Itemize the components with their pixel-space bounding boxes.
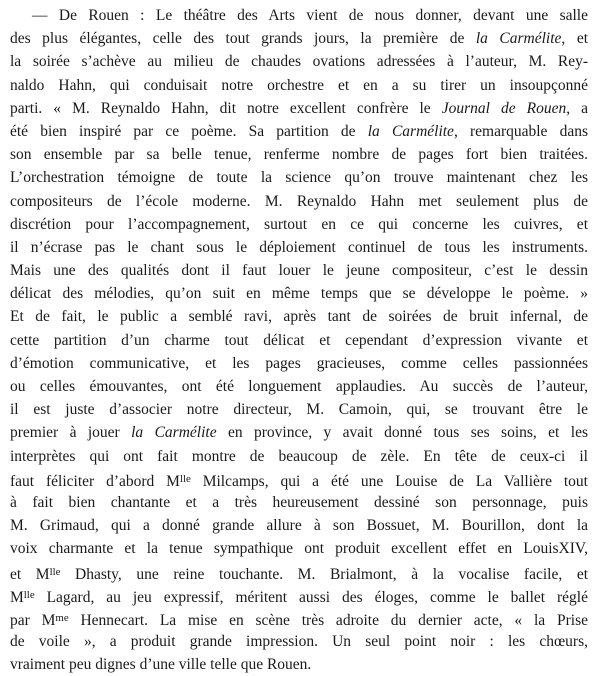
text-run: d’émotion communicative, et les pages gracieuses, comme celles passionnées xyxy=(10,354,588,372)
text-run: Dhasty, une reine touchante. M. Brialmont, à la vocalise facile, et xyxy=(60,565,588,583)
italic-title: la Carmélite xyxy=(475,30,562,48)
text-run: , a xyxy=(566,99,588,117)
text-line xyxy=(10,514,588,537)
text-run: interprètes qui ont fait montre de beaucoup de zèle. En tête de ceux-ci il xyxy=(10,447,588,465)
text-line xyxy=(10,50,588,73)
text-run: discrétion pour l’accompagnement, surtout en ce qui concerne les cuivres, et xyxy=(10,215,588,233)
italic-title: Journal de Rouen xyxy=(441,99,567,117)
superscript-abbrev: lle xyxy=(49,565,61,578)
text-run: des plus élégantes, celle des tout grands jours, la première de xyxy=(10,30,476,48)
text-run: il est juste d’associer notre directeur, M. Camoin, qui, se trouvant être le xyxy=(10,401,588,419)
text-run: Lagard, au jeu expressif, méritent aussi des éloges, comme le ballet réglé xyxy=(34,588,588,606)
text-line xyxy=(10,352,588,375)
text-line xyxy=(10,329,588,352)
text-line xyxy=(10,27,588,50)
text-run: été bien inspiré par ce poème. Sa partition de xyxy=(10,122,368,140)
text-run: en province, y avait donné tous ses soins, et les xyxy=(216,424,588,442)
text-run: naldo Hahn, qui conduisait notre orchestre et en a su tirer un insoupçonné xyxy=(10,76,588,94)
text-line xyxy=(10,375,588,398)
text-run: L’orchestration témoigne de toute la science qu’on trouve maintenant chez les xyxy=(10,169,588,187)
text-line xyxy=(10,74,588,97)
text-line xyxy=(10,282,588,305)
text-line xyxy=(10,4,588,27)
superscript-abbrev: lle xyxy=(179,472,191,485)
text-line xyxy=(10,653,588,676)
text-run: par M xyxy=(10,611,56,629)
superscript-abbrev: me xyxy=(55,611,69,624)
text-line xyxy=(10,97,588,120)
text-run: son ensemble par sa belle tenue, renferme nombre de pages fort bien traitées. xyxy=(10,146,588,164)
text-line xyxy=(10,537,588,560)
text-run: et M xyxy=(10,565,50,583)
italic-title: la Carmélite xyxy=(131,424,217,442)
text-line xyxy=(10,166,588,189)
text-run: parti. « M. Reynaldo Hahn, dit notre excellent confrère le xyxy=(10,99,442,117)
text-run: délicat des mélodies, qu’on suit en même temps que se développe le poème. » xyxy=(10,285,588,303)
text-run: à fait bien chantante et a très heureusement dessiné son personnage, puis xyxy=(10,493,588,511)
text-run: vraiment peu dignes d’une ville telle que Rouen. xyxy=(10,656,312,674)
text-run: voix charmante et la tenue sympathique ont produit excellent effet en LouisXIV, xyxy=(10,540,588,558)
text-line xyxy=(10,630,588,653)
text-run: compositeurs de l’école moderne. M. Reynaldo Hahn met seulement plus de xyxy=(10,192,588,210)
text-run: faut féliciter d’abord M xyxy=(10,472,180,490)
text-line xyxy=(10,143,588,166)
text-run: Hennecart. La mise en scène très adroite du dernier acte, « la Prise xyxy=(68,611,588,629)
text-line xyxy=(10,398,588,421)
text-run: ou celles émouvantes, ont été longuement applaudies. Au succès de l’auteur, xyxy=(10,378,588,395)
article-paragraph xyxy=(10,4,588,676)
text-run: de voile », a produit grande impression. Un seul point noir : les chœurs, xyxy=(10,633,588,651)
text-line xyxy=(10,190,588,213)
text-run: M xyxy=(10,588,24,606)
text-run: la soirée s’achève au milieu de chaudes ovations adressées à l’auteur, M. Rey- xyxy=(10,53,588,71)
text-line xyxy=(10,584,588,607)
text-line xyxy=(10,259,588,282)
superscript-abbrev: lle xyxy=(23,588,35,601)
text-run: Mais une des qualités dont il faut louer le jeune compositeur, c’est le dessin xyxy=(10,262,588,280)
text-run: — De Rouen : Le théâtre des Arts vient de nous donner, devant une salle xyxy=(32,7,588,24)
text-run: cette partition d’un charme tout délicat et cependant d’expression vivante et xyxy=(10,331,588,349)
text-line xyxy=(10,421,588,444)
text-line xyxy=(10,468,588,491)
text-line xyxy=(10,561,588,584)
text-line xyxy=(10,445,588,468)
text-line xyxy=(10,305,588,328)
text-run: il n’écrase pas le chant sous le déploiement continuel de tous les instruments. xyxy=(10,238,588,256)
text-line xyxy=(10,607,588,630)
text-run: , remarquable dans xyxy=(453,122,589,140)
text-run: premier à jouer xyxy=(10,424,132,442)
text-line xyxy=(10,236,588,259)
text-run: M. Grimaud, qui a donné grande allure à son Bossuet, M. Bourillon, dont la xyxy=(10,517,588,535)
text-line xyxy=(10,120,588,143)
italic-title: la Carmélite xyxy=(367,122,454,140)
text-run: Milcamps, qui a été une Louise de La Vallière tout xyxy=(190,472,588,490)
text-run: Et de fait, le public a semblé ravi, après tant de soirées de bruit infernal, de xyxy=(10,308,588,326)
text-line xyxy=(10,213,588,236)
text-line xyxy=(10,491,588,514)
text-run: , et xyxy=(561,30,588,48)
